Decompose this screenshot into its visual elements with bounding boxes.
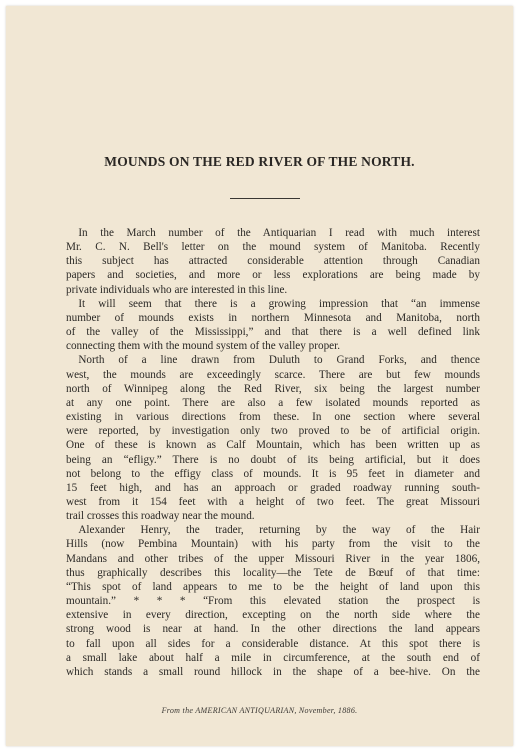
text-line: mountain.” * * * “From this elevated station the prospect is	[66, 595, 480, 608]
text-line: west from it 154 feet with a height of two feet. The great Missouri	[66, 495, 480, 508]
text-line: west, the mounds are exceedingly scarce. There are but few mounds	[66, 368, 480, 381]
text-line: private individuals who are interested in this line.	[66, 283, 288, 296]
text-line: were reported, by investigation only two proved to be of artificial origin.	[66, 425, 480, 438]
text-line: North of a line drawn from Duluth to Grand Forks, and thence	[78, 354, 480, 367]
text-line: a small lake about half a mile in circumference, at the south end of	[66, 651, 480, 664]
text-line: which stands a small round hillock in the shape of a bee-hive. On the	[66, 665, 480, 678]
text-line: existing in various directions from these. In one section where several	[66, 411, 480, 424]
paragraph-3	[66, 353, 480, 523]
text-line: number of mounds exists in northern Minnesota and Manitoba, north	[66, 311, 480, 324]
article-body	[66, 226, 480, 679]
paper-sheet	[6, 6, 513, 746]
text-line: of the valley of the Mississippi,” and that there is a well defined link	[66, 326, 480, 339]
text-line: being an “efligy.” There is no doubt of its being artificial, but it does	[66, 453, 480, 466]
text-line: 15 feet high, and has an approach or graded roadway running south-	[66, 481, 480, 494]
text-line: thus graphically describes this locality—the Tete de Bœuf of that time:	[66, 566, 480, 579]
paragraph-1	[66, 226, 480, 297]
text-line: connecting them with the mound system of the valley proper.	[66, 340, 341, 353]
text-line: strong wood is near at hand. In the other directions the land appears	[66, 623, 480, 636]
paragraph-4	[66, 523, 480, 679]
text-line: this subject has attracted considerable attention through Canadian	[66, 255, 480, 268]
source-footer: From the AMERICAN ANTIQUARIAN, November, 1886.	[161, 706, 358, 715]
text-line: to fall upon all sides for a considerable distance. At this spot there is	[66, 637, 480, 650]
text-line: Mr. C. N. Bell's letter on the mound system of Manitoba. Recently	[66, 241, 480, 254]
text-line: north of Winnipeg along the Red River, six being the largest number	[66, 382, 480, 395]
article-title: MOUNDS ON THE RED RIVER OF THE NORTH.	[104, 154, 415, 169]
text-line: Mandans and other tribes of the upper Missouri River in the year 1806,	[66, 552, 480, 565]
text-line: One of these is known as Calf Mountain, which has been written up as	[66, 439, 480, 452]
text-line: trail crosses this roadway near the mound.	[66, 510, 255, 523]
text-line: Alexander Henry, the trader, returning by the way of the Hair	[78, 524, 480, 537]
text-line: It will seem that there is a growing impression that “an immense	[78, 297, 480, 310]
text-line: at any one point. There are also a few isolated mounds reported as	[66, 396, 480, 409]
text-line: In the March number of the Antiquarian I read with much interest	[78, 227, 480, 239]
text-line: “This spot of land appears to me to be the height of land upon this	[66, 580, 480, 593]
text-line: papers and societies, and more or less explorations are being made by	[66, 269, 480, 282]
text-line: not belong to the effigy class of mounds. It is 95 feet in diameter and	[66, 467, 480, 480]
paragraph-2	[66, 297, 480, 354]
text-line: extensive in every direction, excepting on the north side where the	[66, 609, 480, 622]
text-line: Hills (now Pembina Mountain) with his party from the visit to the	[66, 538, 480, 551]
title-divider	[230, 198, 300, 199]
